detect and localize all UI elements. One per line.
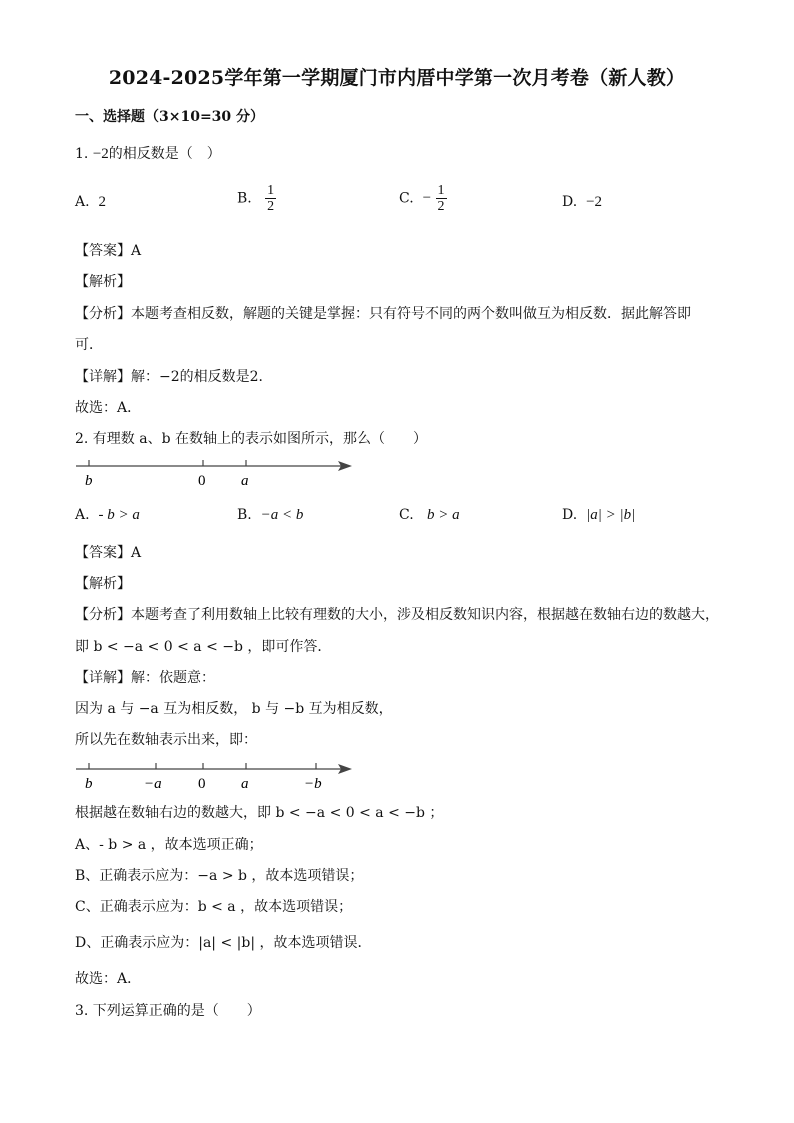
q2-stem: 2. 有理数 a、b 在数轴上的表示如图所示，那么（ ） bbox=[75, 431, 428, 447]
q1-jiexi: 【解析】 bbox=[75, 274, 131, 290]
q1-answer: 【答案】A bbox=[75, 243, 142, 259]
page-title: 2024-2025学年第一学期厦门市内厝中学第一次月考卷（新人教） bbox=[108, 67, 686, 89]
option-label: D. bbox=[562, 194, 578, 210]
q2-detail-a: A、- b > a ，故本选项正确； bbox=[75, 837, 263, 853]
label-neg-b: −b bbox=[304, 776, 322, 792]
section-header: 一、选择题（3×10=30 分） bbox=[75, 109, 265, 125]
option-label: B. bbox=[237, 507, 252, 523]
q2-conclusion: 故选：A． bbox=[75, 971, 142, 987]
label-a: a bbox=[241, 473, 249, 489]
q1-stem bbox=[75, 143, 221, 163]
option-value: −2 bbox=[586, 194, 603, 210]
option-label: A. bbox=[75, 507, 90, 523]
q2-detail-d: D、正确表示应为：|a| < |b| ，故本选项错误． bbox=[75, 935, 372, 951]
q1-option-a bbox=[75, 194, 106, 211]
option-label: A. bbox=[75, 194, 90, 210]
q1-analysis-line2: 可． bbox=[75, 337, 103, 353]
q2-number-line bbox=[72, 455, 362, 491]
minus-sign: − bbox=[422, 190, 432, 206]
option-label: D. bbox=[562, 507, 578, 523]
option-value: b > a bbox=[427, 507, 460, 523]
q1-option-d bbox=[562, 194, 602, 211]
q2-number-line-detailed bbox=[72, 758, 362, 794]
q1-detail: 【详解】解：−2的相反数是2． bbox=[75, 369, 273, 385]
q2-detail-c: C、正确表示应为：b < a ，故本选项错误； bbox=[75, 899, 353, 915]
q2-option-a bbox=[75, 507, 140, 524]
option-value: 2 bbox=[98, 194, 106, 210]
fraction bbox=[436, 183, 447, 214]
option-value: −a < b bbox=[260, 507, 304, 523]
q2-detail-line3: 根据越在数轴右边的数越大，即 b < −a < 0 < a < −b ； bbox=[75, 805, 444, 821]
fraction-denominator: 2 bbox=[437, 199, 445, 214]
q2-jiexi: 【解析】 bbox=[75, 576, 131, 592]
option-label: B. bbox=[237, 190, 252, 207]
q1-option-b bbox=[237, 183, 276, 214]
q1-number: 1. bbox=[75, 146, 89, 162]
q2-answer: 【答案】A bbox=[75, 545, 142, 561]
q2-detail-b: B、正确表示应为：−a > b ，故本选项错误； bbox=[75, 868, 364, 884]
q2-detail-line2: 所以先在数轴表示出来，即： bbox=[75, 732, 257, 748]
q2-analysis-line2: 即 b < −a < 0 < a < −b ，即可作答． bbox=[75, 639, 332, 655]
fraction-denominator: 2 bbox=[267, 199, 275, 214]
q1-stem-math: −2 bbox=[92, 146, 109, 162]
label-a: a bbox=[241, 776, 249, 792]
q2-option-d bbox=[562, 507, 635, 524]
q2-detail-head: 【详解】解：依题意： bbox=[75, 670, 215, 686]
label-zero: 0 bbox=[198, 776, 206, 792]
q3-stem: 3. 下列运算正确的是（ ） bbox=[75, 1003, 261, 1019]
fraction-numerator: 1 bbox=[437, 183, 445, 198]
q1-analysis-line1: 【分析】本题考查相反数，解题的关键是掌握：只有符号不同的两个数叫做互为相反数．据此解答即 bbox=[75, 306, 691, 322]
label-zero: 0 bbox=[198, 473, 206, 489]
option-value: |a| > |b| bbox=[586, 507, 636, 523]
option-label: C. bbox=[399, 190, 414, 207]
option-label: C. bbox=[399, 507, 414, 523]
label-neg-a: −a bbox=[144, 776, 162, 792]
q1-conclusion: 故选：A． bbox=[75, 400, 142, 416]
q2-analysis-line1: 【分析】本题考查了利用数轴上比较有理数的大小，涉及相反数知识内容，根据越在数轴右边的数越大， bbox=[75, 607, 719, 623]
q1-stem-text: 的相反数是（ ） bbox=[108, 146, 221, 162]
option-value: - b > a bbox=[98, 507, 140, 523]
q2-detail-line1: 因为 a 与 −a 互为相反数， b 与 −b 互为相反数， bbox=[75, 701, 393, 717]
q1-option-c bbox=[399, 183, 447, 214]
q2-option-b bbox=[237, 507, 303, 524]
fraction bbox=[265, 183, 276, 214]
q2-option-c bbox=[399, 507, 460, 524]
label-b: b bbox=[85, 473, 93, 489]
fraction-numerator: 1 bbox=[267, 183, 275, 198]
label-b: b bbox=[85, 776, 93, 792]
